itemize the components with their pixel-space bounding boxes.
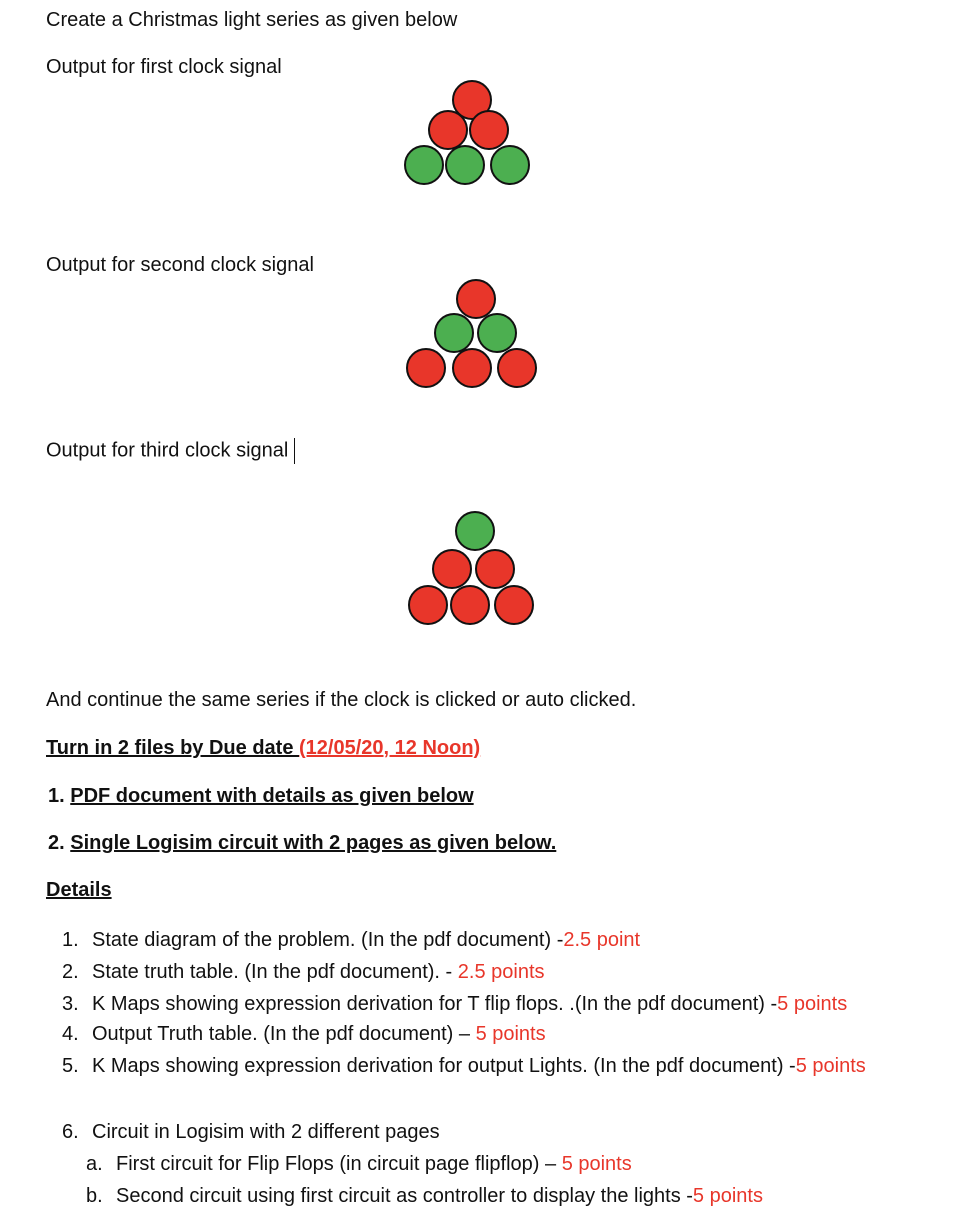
detail-item-5-points: 5 points bbox=[795, 1055, 866, 1077]
detail-item-6 bbox=[62, 1120, 440, 1144]
sub-item-b-text: Second circuit using first circuit as controller to display the lights - bbox=[116, 1185, 693, 1207]
file-item-1-text: PDF document with details as given below bbox=[70, 785, 474, 807]
light-tree-3 bbox=[404, 509, 544, 629]
intro-text: Create a Christmas light series as given below bbox=[46, 9, 458, 31]
signal-1-label: Output for first clock signal bbox=[46, 56, 282, 78]
detail-item-4 bbox=[62, 1022, 546, 1046]
detail-item-4-num: 4. bbox=[62, 1023, 79, 1045]
file-item-2-num: 2. bbox=[48, 832, 65, 854]
light-1-bot-mid bbox=[446, 146, 484, 184]
light-tree-2 bbox=[402, 279, 542, 389]
light-2-mid-right bbox=[478, 314, 516, 352]
light-3-bot-right bbox=[495, 586, 533, 624]
signal-3-label-row bbox=[46, 438, 295, 464]
light-1-mid-left bbox=[429, 111, 467, 149]
sub-item-a-num: a. bbox=[86, 1153, 103, 1175]
detail-item-2-num: 2. bbox=[62, 961, 79, 983]
due-date: (12/05/20, 12 Noon) bbox=[299, 737, 481, 759]
detail-item-5-num: 5. bbox=[62, 1055, 79, 1077]
detail-item-5-text: K Maps showing expression derivation for output Lights. (In the pdf document) - bbox=[92, 1055, 796, 1077]
detail-item-6-num: 6. bbox=[62, 1121, 79, 1143]
signal-3-label: Output for third clock signal bbox=[46, 439, 289, 462]
signal-2-label: Output for second clock signal bbox=[46, 254, 314, 276]
sub-item-a bbox=[86, 1152, 632, 1176]
light-1-bot-left bbox=[405, 146, 443, 184]
sub-item-b bbox=[86, 1184, 763, 1208]
light-3-bot-mid bbox=[451, 586, 489, 624]
details-heading: Details bbox=[46, 879, 112, 901]
sub-item-a-text: First circuit for Flip Flops (in circuit page flipflop) – bbox=[116, 1153, 562, 1175]
file-item-2-text: Single Logisim circuit with 2 pages as given below. bbox=[70, 832, 557, 854]
continue-text: And continue the same series if the clock is clicked or auto clicked. bbox=[46, 689, 637, 711]
light-2-top bbox=[457, 280, 495, 318]
light-3-mid-right bbox=[476, 550, 514, 588]
detail-item-1-text: State diagram of the problem. (In the pdf document) - bbox=[92, 929, 564, 951]
turn-in-text: Turn in 2 files by Due date bbox=[46, 737, 300, 759]
detail-item-2 bbox=[62, 960, 545, 984]
detail-item-1-points: 2.5 point bbox=[563, 929, 641, 951]
light-3-bot-left bbox=[409, 586, 447, 624]
detail-item-1 bbox=[62, 928, 640, 952]
detail-item-5 bbox=[62, 1054, 866, 1078]
turn-in-line bbox=[46, 736, 480, 760]
detail-item-2-points: 2.5 points bbox=[457, 961, 545, 983]
file-item-1 bbox=[48, 784, 474, 808]
sub-item-b-points: 5 points bbox=[692, 1185, 763, 1207]
sub-item-a-points: 5 points bbox=[561, 1153, 632, 1175]
light-2-mid-left bbox=[435, 314, 473, 352]
detail-item-4-points: 5 points bbox=[475, 1023, 546, 1045]
detail-item-1-num: 1. bbox=[62, 929, 79, 951]
detail-item-3-points: 5 points bbox=[777, 993, 848, 1015]
light-2-bot-left bbox=[407, 349, 445, 387]
detail-item-3 bbox=[62, 992, 847, 1016]
text-cursor bbox=[294, 438, 295, 464]
detail-item-2-text: State truth table. (In the pdf document). - bbox=[92, 961, 458, 983]
light-2-bot-right bbox=[498, 349, 536, 387]
detail-item-6-text: Circuit in Logisim with 2 different pages bbox=[92, 1121, 440, 1143]
light-1-mid-right bbox=[470, 111, 508, 149]
file-item-1-num: 1. bbox=[48, 785, 65, 807]
light-3-mid-left bbox=[433, 550, 471, 588]
sub-item-b-num: b. bbox=[86, 1185, 103, 1207]
light-1-bot-right bbox=[491, 146, 529, 184]
detail-item-4-text: Output Truth table. (In the pdf document) – bbox=[92, 1023, 476, 1045]
detail-item-3-text: K Maps showing expression derivation for T flip flops. .(In the pdf document) - bbox=[92, 993, 778, 1015]
detail-item-3-num: 3. bbox=[62, 993, 79, 1015]
light-2-bot-mid bbox=[453, 349, 491, 387]
light-tree-1 bbox=[400, 78, 540, 190]
file-item-2 bbox=[48, 831, 556, 855]
light-3-top bbox=[456, 512, 494, 550]
